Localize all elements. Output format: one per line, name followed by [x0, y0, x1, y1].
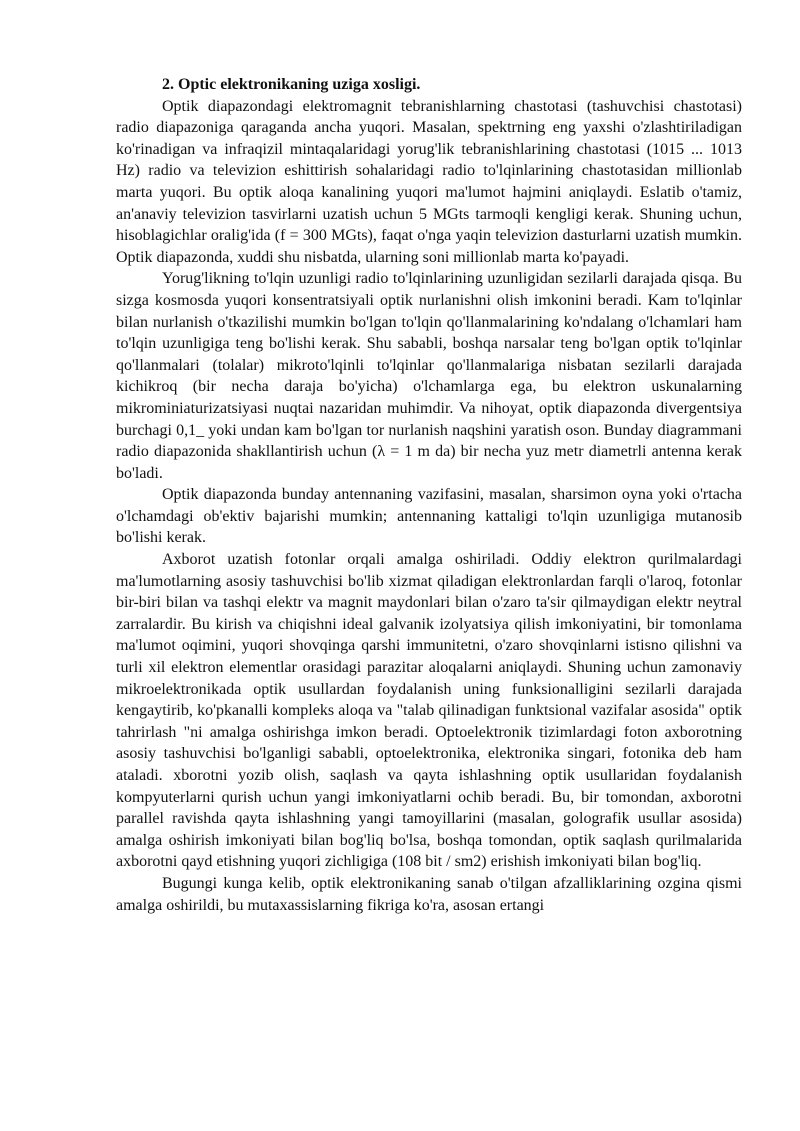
paragraph-frequency: Optik diapazondagi elektromagnit tebranishlarning chastotasi (tashuvchisi chastotasi) radio diapazoniga qaraganda ancha yuqori. Masalan, spektrning eng yaxshi o'zlashtiriladigan ko'rinadigan va infraqizil mintaqalaridagi yorug'lik tebranishlarining chastotasi (1015 ... 1013 Hz) radio va televizion eshittirish sohalaridagi radio to'lqinlarining chastotasidan millionlab marta yuqori. Bu optik aloqa kanalining yuqori ma'lumot hajmini aniqlaydi. Eslatib o'tamiz, an'anaviy televizion tasvirlarni uzatish uchun 5 MGts tarmoqli kengligi kerak. Shuning uchun, hisoblagichlar oralig'ida (f = 300 MGts), faqat o'nga yaqin televizion dasturlarni uzatish mumkin. Optik diapazonda, xuddi shu nisbatda, ularning soni millionlab marta ko'payadi. [116, 97, 742, 266]
section-heading: 2. Optic elektronikaning uziga xosligi. [162, 76, 421, 93]
paragraph-antenna: Optik diapazonda bunday antennaning vazifasini, masalan, sharsimon oyna yoki o'rtacha o'lchamdagi ob'ektiv bajarishi mumkin; antennaning kattaligi to'lqin uzunligiga mutanosib bo'lishi kerak. [116, 486, 742, 547]
paragraph-today: Bugungi kunga kelib, optik elektronikaning sanab o'tilgan afzalliklarining ozgina qismi amalga oshirildi, bu mutaxassislarning fikriga ko'ra, asosan ertangi [116, 874, 742, 914]
document-page [116, 74, 742, 916]
paragraph-wavelength: Yorug'likning to'lqin uzunligi radio to'lqinlarining uzunligidan sezilarli darajada qisqa. Bu sizga kosmosda yuqori konsentratsiyali optik nurlanishni olish imkonini beradi. Kam to'lqinlar bilan nurlanish o'tkazilishi mumkin bo'lgan to'lqin qo'llanmalarining ko'ndalang o'lchamlari ham to'lqin uzunligiga teng bo'lishi kerak. Shu sababli, boshqa narsalar teng bo'lgan optik to'lqinlar qo'llanmalari (tolalar) mikroto'lqinli to'lqinlar qo'llanmalariga nisbatan sezilarli darajada kichikroq (bir necha daraja bo'yicha) o'lchamlarga ega, bu elektron uskunalarning mikrominiaturizatsiyasi nuqtai nazaridan muhimdir. Va nihoyat, optik diapazonda divergentsiya burchagi 0,1_ yoki undan kam bo'lgan tor nurlanish naqshini yaratish oson. Bunday diagrammani radio diapazonida shakllantirish uchun (λ = 1 m da) bir necha yuz metr diametrli antenna kerak bo'ladi. [116, 270, 742, 482]
paragraph-photons: Axborot uzatish fotonlar orqali amalga oshiriladi. Oddiy elektron qurilmalardagi ma'lumotlarning asosiy tashuvchisi bo'lib xizmat qiladigan elektronlardan farqli o'laroq, fotonlar bir-biri bilan va tashqi elektr va magnit maydonlari bilan o'zaro ta'sir qilmaydigan elektr neytral zarralardir. Bu kirish va chiqishni ideal galvanik izolyatsiya qilish imkoniyatini, bir tomonlama ma'lumot oqimini, yuqori shovqinga qarshi immunitetni, o'zaro shovqinlarni istisno qilishni va turli xil elektron elementlar orasidagi parazitar aloqalarni aniqlaydi. Shuning uchun zamonaviy mikroelektronikada optik usullardan foydalanish uning funksionalligini sezilarli darajada kengaytirib, ko'pkanalli kompleks aloqa va "talab qilinadigan funktsional vazifalar asosida" optik tahrirlash "ni amalga oshirishga imkon beradi. Optoelektronik tizimlardagi foton axborotning asosiy tashuvchisi bo'lganligi sababli, optoelektronika, elektronika singari, fotonika deb ham ataladi. xborotni yozib olish, saqlash va qayta ishlashning optik usullaridan foydalanish kompyuterlarni qurish uchun yangi imkoniyatlarni ochib beradi. Bu, bir tomondan, axborotni parallel ravishda qayta ishlashning yangi tamoyillarini (masalan, golografik usullar asosida) amalga oshirish imkoniyati bilan bog'liq bo'lsa, boshqa tomondan, optik saqlash qurilmalarida axborotni qayd etishning yuqori zichligiga (108 bit / sm2) erishish imkoniyati bilan bog'liq. [116, 551, 742, 871]
